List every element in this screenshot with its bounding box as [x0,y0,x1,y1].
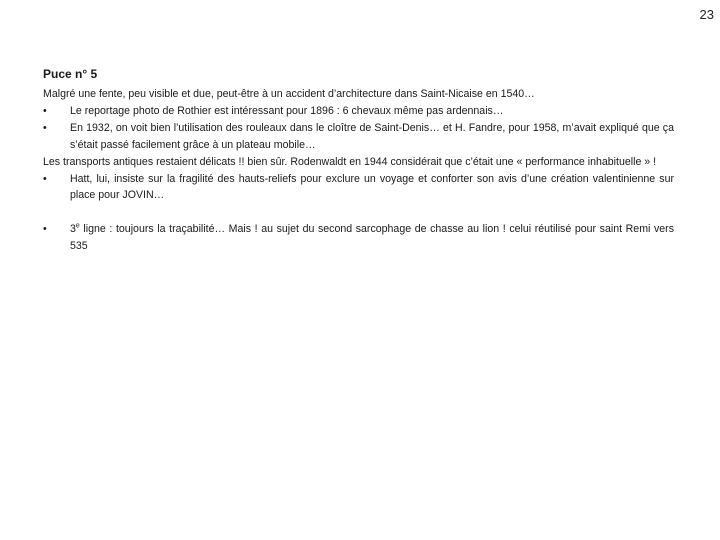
bullet-item [43,103,674,120]
bullet-text [70,223,674,252]
page-number: 23 [699,7,714,22]
ordinal-number: 3 [70,223,76,236]
ordinal-suffix: e [75,222,80,230]
bullet-text: Le reportage photo de Rothier est intéressant pour 1896 : 6 chevaux même pas ardennais… [70,104,504,117]
bullet-icon: • [43,104,47,117]
bullet-item [43,221,674,255]
body-paragraph: Les transports antiques restaient délicats !! bien sûr. Rodenwaldt en 1944 considérait que c’était une « performance inhabituelle » ! [43,155,657,168]
bullet-icon: • [43,223,47,236]
bullet-icon: • [43,172,47,185]
spacer [43,204,674,221]
slide-title: Puce n° 5 [43,67,98,81]
bullet-text: Hatt, lui, insiste sur la fragilité des hauts-reliefs pour exclure un voyage et conforter son avis d’une création valentinienne sur place pour JOVIN… [70,172,674,202]
bullet-item [43,120,674,154]
bullet-text: En 1932, on voit bien l’utilisation des rouleaux dans le cloître de Saint-Denis… et H. Fandre, pour 1958, m’avait expliqué que ça s’était passé facilement grâce à un plateau mobile… [70,121,674,151]
slide-content [43,66,674,255]
bullet-icon: • [43,121,47,134]
bullet-text-rest: ligne : toujours la traçabilité… Mais ! au sujet du second sarcophage de chasse au lion ! celui réutilisé pour saint Remi vers 535 [70,223,674,253]
bullet-item [43,171,674,205]
intro-paragraph: Malgré une fente, peu visible et due, peut-être à un accident d’architecture dans Saint-Nicaise en 1540… [43,88,535,100]
